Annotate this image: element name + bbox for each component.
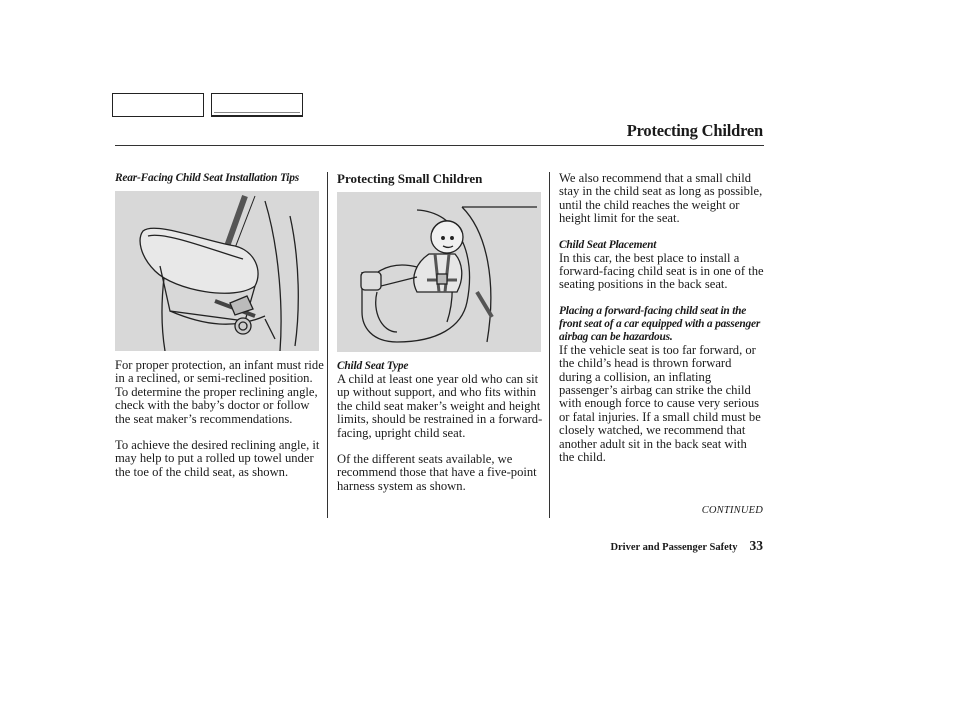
page-title: Protecting Children [626,121,763,140]
child-seat-placement-heading: Child Seat Placement [559,238,657,251]
col3-paragraph-1: We also recommend that a small child stay in the child seat as long as possible, until the child reaches the weight or height limit for the seat. [559,171,763,226]
column-divider-2 [549,172,550,518]
continued-label: CONTINUED [701,505,763,516]
col3-paragraph-3: If the vehicle seat is too far forward, or the child’s head is thrown forward during a collision, an inflating passenger’s airbag can strike the child with enough force to cause very serious or fatal injuries. If a small child must be closely watched, we recommend that another adult sit in the back seat with the child. [559,342,761,465]
rear-facing-heading: Rear-Facing Child Seat Installation Tips [115,172,299,184]
page-number: 33 [749,538,763,553]
column-2 [337,172,543,493]
col1-paragraph-1: For proper protection, an infant must ride in a reclined, or semi-reclined position. To determine the proper reclining angle, check with the baby’s doctor or follow the seat maker’s recommendations. [115,358,324,426]
airbag-warning: Placing a forward-facing child seat in the front seat of a car equipped with a passenger airbag can be hazardous. [559,304,761,343]
nav-tab-1[interactable] [112,93,204,117]
col2-paragraph-1: A child at least one year old who can sit up without support, and who fits within the child seat maker’s weight and height limits, should be restrained in a forward-facing, upright child seat. [337,372,543,440]
title-rule [115,145,764,146]
col3-paragraph-2: In this car, the best place to install a forward-facing child seat is in one of the seating positions in the back seat. [559,250,764,292]
forward-facing-seat-illustration [337,192,541,352]
protecting-small-children-heading: Protecting Small Children [337,171,483,186]
column-3 [559,172,765,465]
rear-facing-seat-illustration [115,191,319,351]
col1-paragraph-2: To achieve the desired reclining angle, it may help to put a rolled up towel under the toe of the child seat, as shown. [115,438,320,479]
infant-seat-drawing [115,191,319,351]
footer-section-name: Driver and Passenger Safety [610,542,738,553]
column-1 [115,172,325,479]
col2-paragraph-2: Of the different seats available, we recommend those that have a five-point harness system as shown. [337,452,537,493]
nav-tab-2[interactable] [211,93,303,117]
page-footer [610,538,763,554]
child-seat-drawing [337,192,541,352]
child-seat-type-heading: Child Seat Type [337,360,409,372]
column-divider-1 [327,172,328,518]
